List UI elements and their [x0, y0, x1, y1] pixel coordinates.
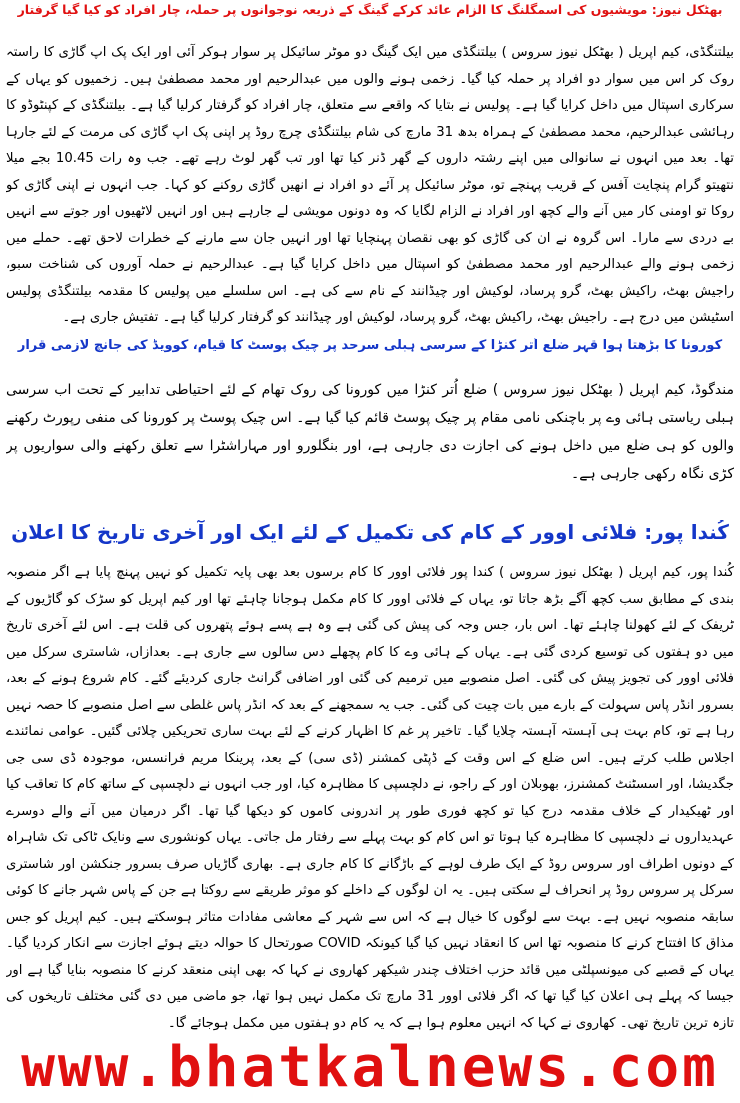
headline-corona-checkpost: کورونا کا بڑھتا ہوا قہر ضلع اُتر کنڑا کے سرسی ہبلی سرحد پر چیک پوسٹ کا قیام، کوویڈ کی جانچ لازمی قرار — [17, 338, 723, 353]
site-url-footer: www.bhatkalnews.com — [21, 1035, 719, 1100]
article-kundapur-flyover-body: کُندا پور، کیم اپریل ( بھٹکل نیوز سروس ) کندا پور فلائی اوور کا کام برسوں بعد بھی پایہ تکمیل کو نہیں پہنچ پایا ہے اگر منصوبہ بندی کے مطابق سب کچھ آگے بڑھ جاتا تو، یہاں کے فلائی اوور کا کام مکمل ہوجانا چاہئے تھا اور کیم اپریل کو سڑک کو گاڑیوں کے ٹریفک کے لئے کھولنا چاہئے تھا۔ اس بار، جس وجہ کی پیش کی گئی ہے وہ ہے پسے ہوئے پتھروں کی قلت ہے۔ اس لئے آخری تاریخ میں دو ہفتوں کی توسیع کردی گئی ہے۔ یہاں کے ہائی وے کا کام پچھلے دس سالوں سے جاری ہے۔ بعدازاں، شاستری سرکل میں فلائی اوور کی تجویز پیش کی گئی۔ اصل منصوبے میں ترمیم کی گئی اور اضافی گرانٹ جاری کردیئے گئے۔ کام شروع ہونے کے بعد، بسرور انڈر پاس سہولت کے بارے میں بات چیت کی گئی۔ جب یہ سمجھنے کے بعد کہ انڈر پاس غلطی سے اصل منصوبے کا حصہ نہیں رہا ہے تو، کام بہت ہی آہستہ آہستہ چلایا گیا۔ تاخیر پر غم کا اظہار کرنے کے لئے بہت ساری تحریکیں چلائی گئیں۔ عوامی نمائندے اجلاس طلب کرتے ہیں۔ اس ضلع کے اس وقت کے ڈپٹی کمشنر (ڈی سی) کے بعد، پرینکا مریم فرانسس، موجودہ ڈی سی جی جگدیشا، اور اسسٹنٹ کمشنرز، بھوبلان اور کے راجو، نے دلچسپی کا مظاہرہ کیا، اور جب انہوں نے دلچسپی کے ساتھ کام کا تعاقب کیا اور ٹھیکیدار کے خلاف مقدمہ درج کیا تو کچھ فوری طور پر اندرونی کاموں کو دیکھا گیا تھا۔ اگر درمیان میں آنے والے دوسرے عہدیداروں نے دلچسپی کا مظاہرہ کیا ہوتا تو اس کام کو بہت پہلے سے رفتار مل جاتی۔ یہاں کونشوری سے ونایک ٹاکی تک شاہراہ کے دونوں اطراف اور سروس روڈ کے ایک طرف لوہے کے باڑگانے کا کام جاری ہے۔ بھاری گاڑیاں صرف بسرور جنکشن اور شاستری سرکل پر سروس روڈ پر انحراف لے سکتی ہیں۔ یہ ان لوگوں کے داخلے کو موثر طریقے سے روکتا ہے جن کے پاس شہر جانے کا کوئی سابقہ منصوبہ نہیں ہے۔ بہت سے لوگوں کا خیال ہے کہ اس سے شہر کے معاشی مفادات متاثر ہوسکتے ہیں۔ کیم اپریل کو جس مذاق کا افتتاح کرنے کا منصوبہ تھا اس کا انعقاد نہیں کیا گیا کیونکہ COVID صورتحال کا حوالہ دیتے ہوئے اجازت سے انکار کردیا گیا۔ یہاں کے قصبے کی میونسپلٹی میں قائد حزب اختلاف چندر شیکھر کھاروی نے کہا کہ بھی اپنی منعقد کرنے کا منصوبہ بنایا گیا ہے اور جیسا کہ پہلے ہی اعلان کیا گیا تھا کہ اگر فلائی اوور 31 مارچ تک مکمل نہیں ہوا تھا، جو ماضی میں دی گئی مختلف تاریخوں کی تازہ ترین تاریخ تھی۔ کھاروی نے کہا کہ انہیں معلوم ہوا ہے کہ یہ کام دو ہفتوں میں مکمل ہوجائے گا۔ — [6, 565, 734, 1031]
headline-kundapur-flyover: کُندا پور: فلائی اوور کے کام کی تکمیل کے لئے ایک اور آخری تاریخ کا اعلان — [11, 520, 729, 544]
article-corona-checkpost-body: مندگوڈ، کیم اپریل ( بھٹکل نیوز سروس ) ضلع اُتر کنڑا میں کورونا کی روک تھام کے لئے احتیاطی تدابیر کے تحت اب سرسی ہبلی ریاستی ہائی وے پر باچنکی نامی مقام پر چیک پوسٹ قائم کیا گیا ہے۔ اس چیک پوسٹ پر کورونا کی منفی رپورٹ رکھنے والوں کو ہی ضلع میں داخل ہونے کی اجازت دی جارہی ہے، اور بنگلورو اور مہاراشٹرا سے تعلق رکھنے والی سواریوں پر کڑی نگاہ رکھی جارہی ہے۔ — [6, 382, 734, 482]
headline-cattle-smuggling: بھٹکل نیوز: مویشیوں کی اسمگلنگ کا الزام عائد کرکے گینگ کے ذریعہ نوجوانوں پر حملہ، چار افراد کو کیا گیا گرفتار — [17, 2, 723, 17]
article-cattle-smuggling-body: بیلتنگڈی، کیم اپریل ( بھٹکل نیوز سروس ) بیلتنگڈی میں ایک گینگ دو موٹر سائیکل پر سوار ہوکر آئی اور ایک پک اپ گاڑی کا راستہ روک کر اس میں سوار دو افراد پر حملہ کیا گیا۔ زخمی ہونے والوں میں عبدالرحیم اور محمد مصطفیٰ ہیں۔ زخمیوں کو یہاں کے سرکاری اسپتال میں داخل کرایا گیا ہے۔ پولیس نے بتایا کہ واقعے سے متعلق، چار افراد کو گرفتار کرلیا گیا ہے۔ بیلتنگڈی کے کپنٹوڈو کا رہائشی عبدالرحیم، محمد مصطفیٰ کے ہمراہ بدھ 31 مارچ کی شام بیلتنگڈی چرچ روڈ پر اپنی پک اپ گاڑی کی مرمت کے لئے جارہا تھا۔ بعد میں انہوں نے سانوالی میں اپنے رشتہ داروں کے گھر ڈنر کیا تھا اور تب گھر لوٹ رہے تھے۔ جب وہ رات 10.45 بجے میلا نتھیتو گرام پنچایت آفس کے قریب پہنچے تو، موٹر سائیکل پر آئے دو افراد نے انھیں گاڑی روکنے کو کہا۔ جب انہوں نے اپنی گاڑی کو روکا تو اومنی کار میں آنے والے کچھ اور افراد نے الزام لگایا کہ وہ دونوں مویشی لے جارہے ہیں اور انہیں لاٹھیوں اور جوتے سے انہیں بے دردی سے مارا۔ اس گروہ نے ان کی گاڑی کو بھی نقصان پہنچایا تھا اور انہیں جان سے مارنے کے خطرات لاحق تھے۔ حملے میں زخمی ہونے والے عبدالرحیم اور محمد مصطفیٰ کو اسپتال میں داخل کرایا گیا ہے۔ عبدالرحیم نے حملہ آوروں کی شناخت سبو، راجیش بھٹ، راکیش بھٹ، گرو پرساد، لوکیش اور چیڈانند کے نام سے کی ہے۔ اس سلسلے میں پولیس کا مقدمہ بیلتنگڈی پولیس اسٹیشن میں درج ہے۔ راجیش بھٹ، راکیش بھٹ، گرو پرساد، لوکیش اور چیڈانند کو گرفتار کرلیا گیا ہے۔ تفتیش جاری ہے۔ — [6, 45, 734, 325]
